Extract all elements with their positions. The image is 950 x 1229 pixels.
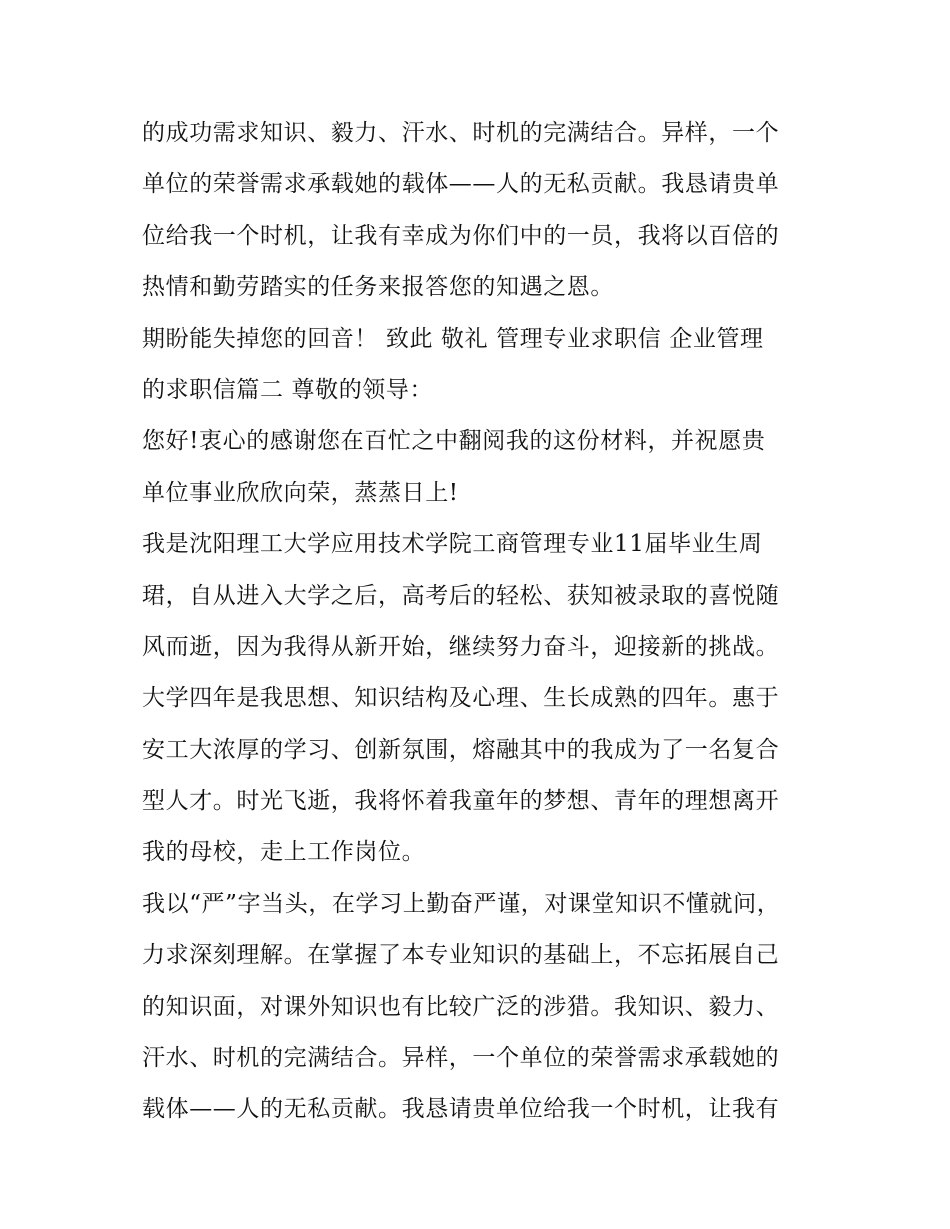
text-line: 大学四年是我思想、知识结构及心理、生长成熟的四年。惠于	[142, 685, 780, 712]
text-line: 期盼能失掉您的回音！ 致此 敬礼 管理专业求职信 企业管理	[142, 325, 764, 352]
text-line: 您好!衷心的感谢您在百忙之中翻阅我的这份材料，并祝愿贵	[142, 428, 766, 455]
text-line: 安工大浓厚的学习、创新氛围，熔融其中的我成为了一名复合	[142, 736, 780, 763]
text-line: 单位事业欣欣向荣，蒸蒸日上!	[142, 479, 459, 506]
text-line: 单位的荣誉需求承载她的载体——人的无私贡献。我恳请贵单	[142, 171, 780, 198]
text-line: 热情和勤劳踏实的任务来报答您的知遇之恩。	[142, 274, 614, 301]
text-line: 位给我一个时机，让我有幸成为你们中的一员，我将以百倍的	[142, 222, 780, 249]
text-line: 我的母校，走上工作岗位。	[142, 839, 426, 866]
text-line: 载体——人的无私贡献。我恳请贵单位给我一个时机，让我有	[142, 1096, 780, 1123]
document-body	[142, 108, 822, 1136]
text-line: 型人才。时光飞逝，我将怀着我童年的梦想、青年的理想离开	[142, 788, 780, 815]
text-line: 我以“严”字当头，在学习上勤奋严谨，对课堂知识不懂就问，	[142, 890, 781, 917]
text-line: 的求职信篇二 尊敬的领导：	[142, 376, 434, 403]
text-line: 汗水、时机的完满结合。异样，一个单位的荣誉需求承载她的	[142, 1045, 780, 1072]
text-line: 的成功需求知识、毅力、汗水、时机的完满结合。异样，一个	[142, 120, 780, 146]
text-line: 的知识面，对课外知识也有比较广泛的涉猎。我知识、毅力、	[142, 993, 780, 1020]
text-line: 我是沈阳理工大学应用技术学院工商管理专业11届毕业生周	[142, 531, 763, 558]
text-line: 力求深刻理解。在掌握了本专业知识的基础上，不忘拓展自己	[142, 942, 780, 969]
text-line: 珺，自从进入大学之后，高考后的轻松、获知被录取的喜悦随	[142, 582, 780, 609]
text-line: 风而逝，因为我得从新开始，继续努力奋斗，迎接新的挑战。	[142, 633, 780, 660]
